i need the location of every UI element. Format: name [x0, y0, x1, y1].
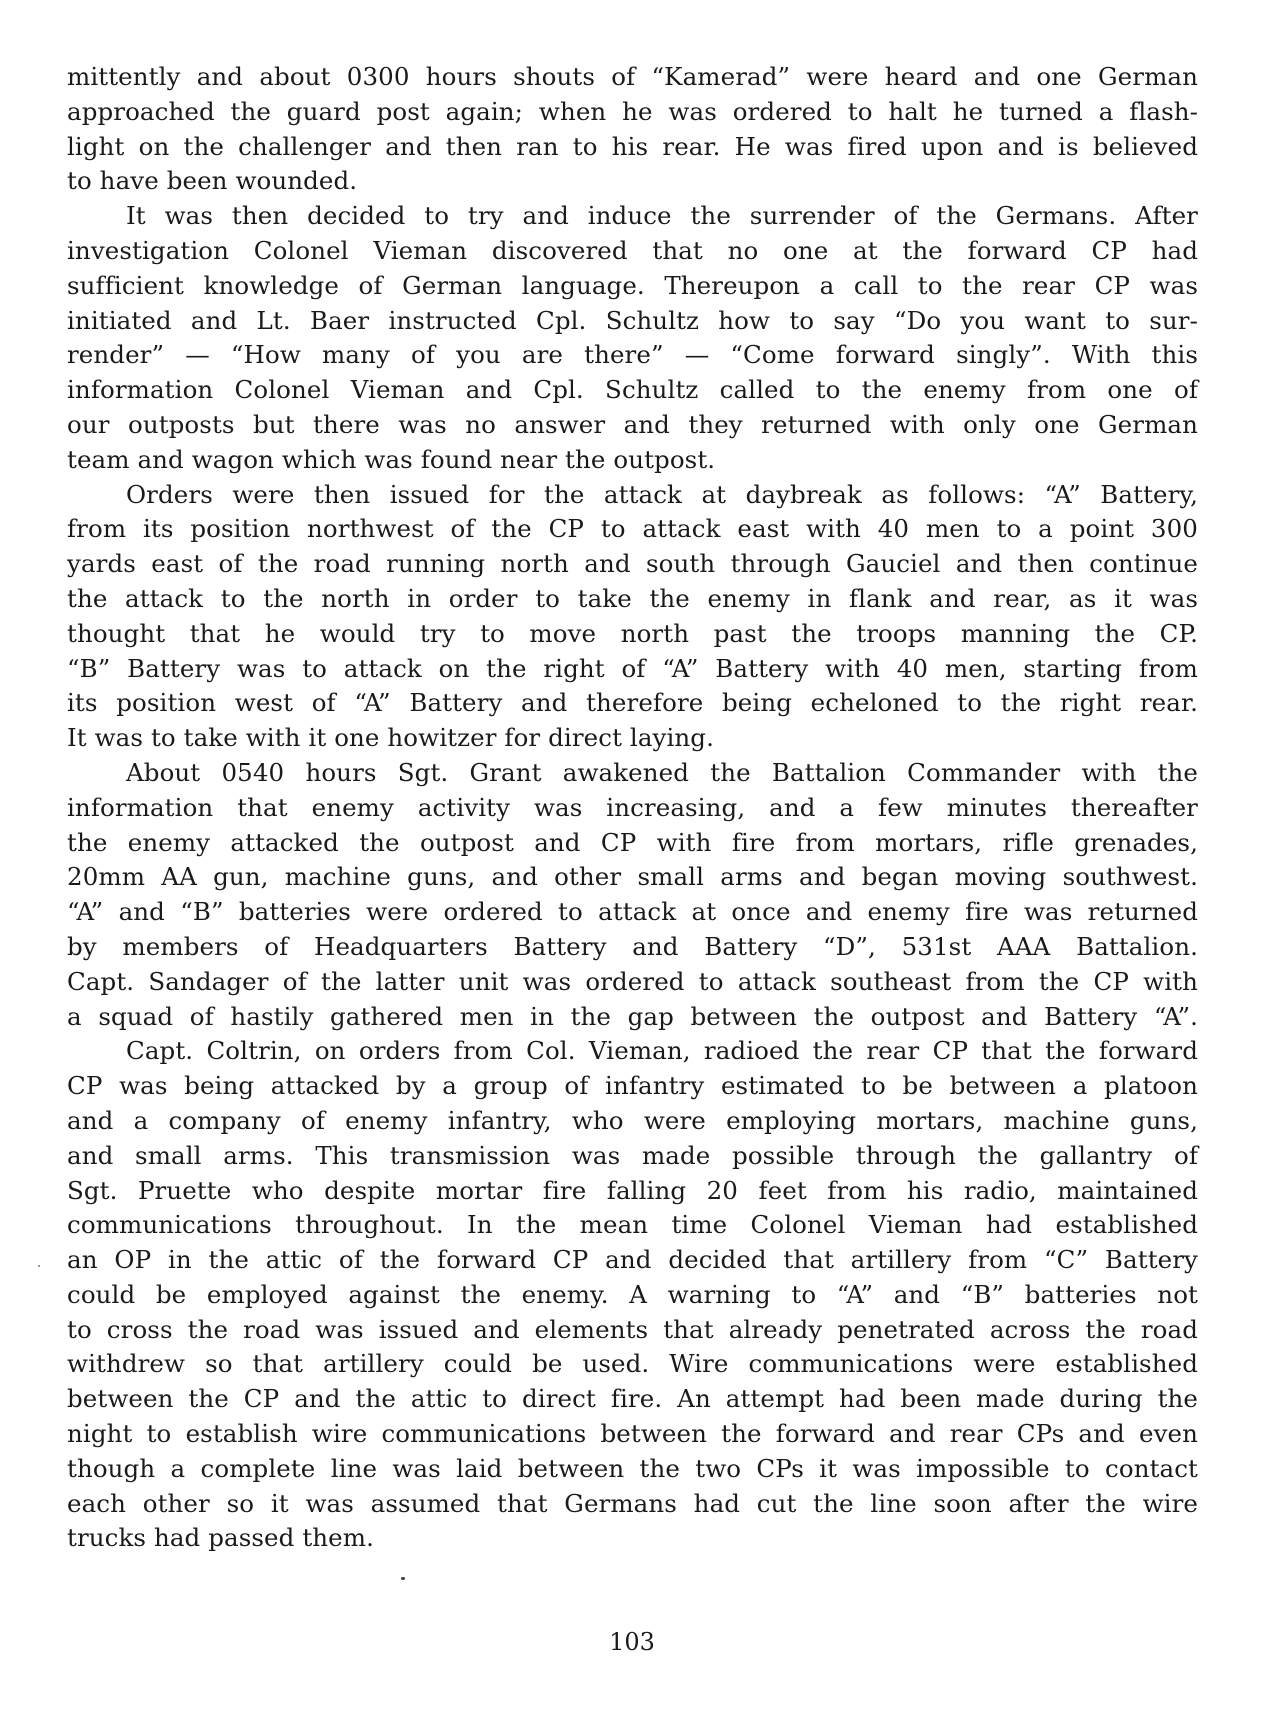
text-line: Sgt. Pruette who despite mortar fire falling 20 feet from his radio, maintained: [67, 1175, 1198, 1205]
page-number: [0, 1628, 1288, 1656]
text-line: could be employed against the enemy. A warning to “A” and “B” batteries not: [67, 1279, 1198, 1309]
text-line: a squad of hastily gathered men in the gap between the outpost and Battery “A”.: [67, 1001, 1198, 1031]
text-line: information Colonel Vieman and Cpl. Schultz called to the enemy from one of: [67, 375, 1198, 405]
paragraph-2: [67, 199, 1198, 477]
text-line: render” — “How many of you are there” — “Come forward singly”. With this: [67, 340, 1198, 370]
text-line: approached the guard post again; when he was ordered to halt he turned a flash-: [67, 96, 1198, 126]
text-line: communications throughout. In the mean time Colonel Vieman had established: [67, 1210, 1198, 1240]
text-line: Orders were then issued for the attack at daybreak as follows: “A” Battery,: [126, 479, 1198, 509]
text-line: to have been wounded.: [67, 166, 358, 196]
text-line: Capt. Sandager of the latter unit was ordered to attack southeast from the CP with: [67, 966, 1198, 996]
text-line: night to establish wire communications between the forward and rear CPs and even: [67, 1419, 1198, 1449]
text-line: withdrew so that artillery could be used. Wire communications were established: [67, 1349, 1198, 1379]
text-line: thought that he would try to move north past the troops manning the CP.: [67, 618, 1198, 648]
text-line: each other so it was assumed that Germans had cut the line soon after the wire: [67, 1488, 1198, 1518]
text-line: It was then decided to try and induce the surrender of the Germans. After: [126, 201, 1198, 231]
text-line: initiated and Lt. Baer instructed Cpl. Schultz how to say “Do you want to sur-: [67, 305, 1198, 335]
text-line: trucks had passed them.: [67, 1523, 374, 1553]
text-line: mittently and about 0300 hours shouts of “Kamerad” were heard and one German: [67, 62, 1198, 91]
text-line: “A” and “B” batteries were ordered to attack at once and enemy fire was returned: [67, 897, 1198, 927]
page-number-text: 103: [609, 1628, 655, 1656]
text-line: its position west of “A” Battery and therefore being echeloned to the right rear.: [67, 688, 1198, 718]
text-line: Capt. Coltrin, on orders from Col. Vieman, radioed the rear CP that the forward: [126, 1036, 1198, 1066]
text-line: an OP in the attic of the forward CP and decided that artillery from “C” Battery: [67, 1245, 1198, 1275]
paragraph-4: [67, 756, 1198, 1034]
text-line: to cross the road was issued and elements that already penetrated across the road: [67, 1314, 1198, 1344]
text-line: the enemy attacked the outpost and CP with fire from mortars, rifle grenades,: [67, 827, 1198, 857]
text-line: though a complete line was laid between the two CPs it was impossible to contact: [67, 1453, 1198, 1483]
text-line: by members of Headquarters Battery and Battery “D”, 531st AAA Battalion.: [67, 931, 1198, 961]
text-line: and small arms. This transmission was made possible through the gallantry of: [67, 1140, 1198, 1170]
text-line: yards east of the road running north and south through Gauciel and then continue: [67, 549, 1198, 579]
text-line: “B” Battery was to attack on the right of “A” Battery with 40 men, starting from: [67, 653, 1198, 683]
text-line: and a company of enemy infantry, who were employing mortars, machine guns,: [67, 1105, 1198, 1135]
paragraph-1: [67, 60, 1198, 199]
page-body: [67, 60, 1198, 1556]
text-line: It was to take with it one howitzer for direct laying.: [67, 723, 714, 753]
text-line: between the CP and the attic to direct fire. An attempt had been made during the: [67, 1384, 1198, 1414]
scan-speck: [401, 1577, 405, 1580]
text-line: CP was being attacked by a group of infantry estimated to be between a platoon: [67, 1071, 1198, 1101]
text-line: 20mm AA gun, machine guns, and other small arms and began moving southwest.: [67, 862, 1198, 892]
text-line: sufficient knowledge of German language. Thereupon a call to the rear CP was: [67, 270, 1198, 300]
text-line: light on the challenger and then ran to his rear. He was fired upon and is believed: [67, 131, 1198, 161]
text-line: from its position northwest of the CP to attack east with 40 men to a point 300: [67, 514, 1198, 544]
text-line: team and wagon which was found near the outpost.: [67, 444, 716, 474]
text-line: the attack to the north in order to take the enemy in flank and rear, as it was: [67, 583, 1198, 613]
text-line: information that enemy activity was increasing, and a few minutes thereafter: [67, 792, 1198, 822]
paragraph-5: [67, 1034, 1198, 1556]
paragraph-3: [67, 478, 1198, 756]
text-line: About 0540 hours Sgt. Grant awakened the Battalion Commander with the: [126, 757, 1198, 787]
text-line: investigation Colonel Vieman discovered that no one at the forward CP had: [67, 235, 1198, 265]
scan-speck: [38, 1265, 40, 1267]
text-line: our outposts but there was no answer and they returned with only one German: [67, 409, 1198, 439]
